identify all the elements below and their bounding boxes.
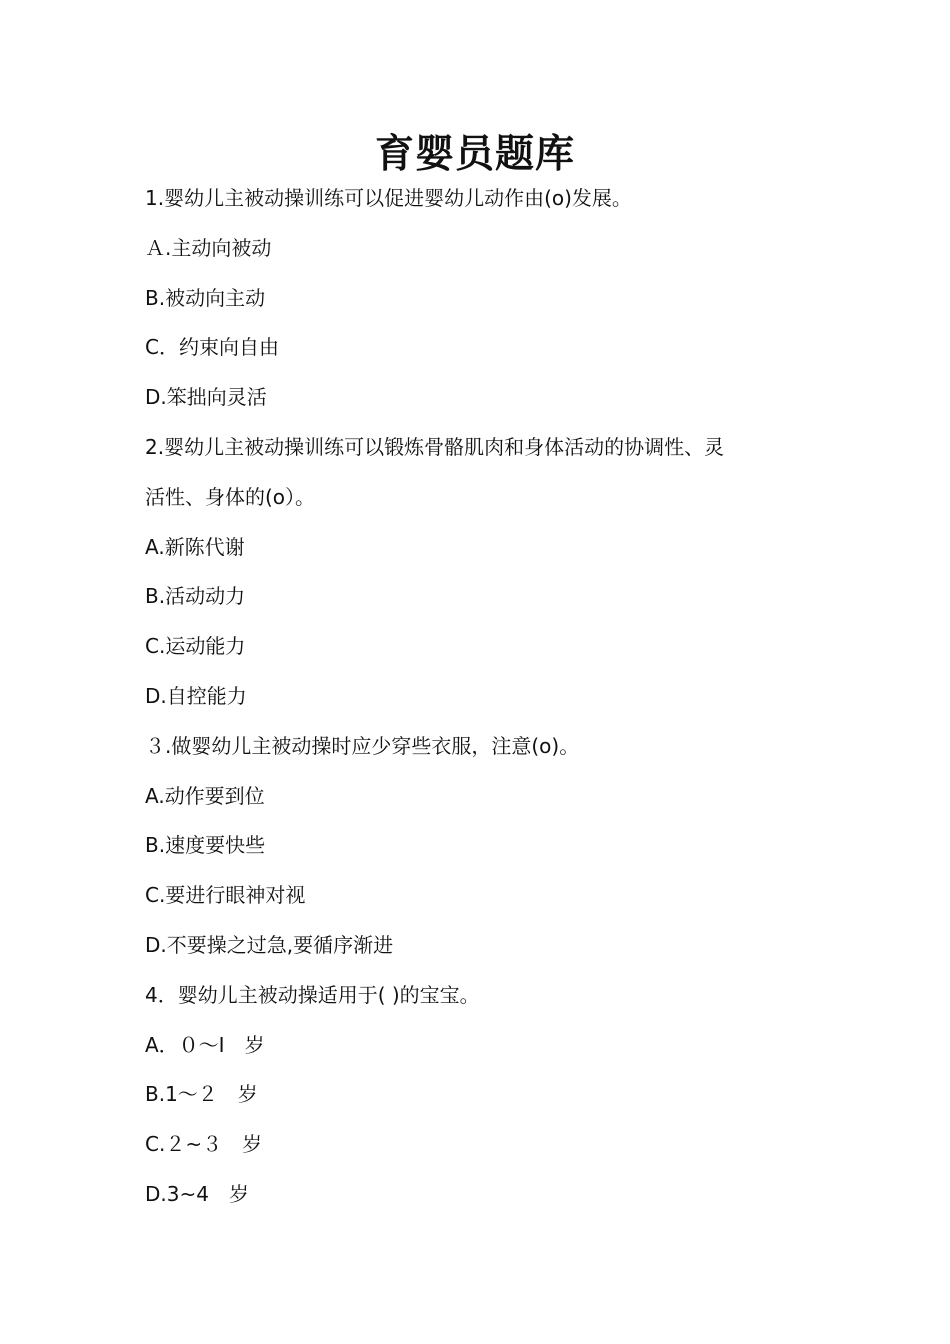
question-1-option-a: Ａ.主动向被动	[145, 235, 272, 260]
question-4-option-c: C.２~３ 岁	[145, 1132, 263, 1157]
question-2-stem-line-1: 2.婴幼儿主被动操训练可以锻炼骨骼肌肉和身体活动的协调性、灵	[145, 434, 725, 459]
question-1-option-c: C．约束向自由	[145, 335, 279, 360]
question-1-stem: 1.婴幼儿主被动操训练可以促进婴幼儿动作由(o)发展。	[145, 186, 632, 210]
question-2-stem-line-2: 活性、身体的(o）。	[145, 484, 316, 509]
question-4-stem: 4．婴幼儿主被动操适用于( )的宝宝。	[145, 982, 480, 1007]
question-1-option-b: B.被动向主动	[145, 285, 266, 310]
question-4-option-b: B.1～２ 岁	[145, 1082, 258, 1107]
question-3-option-b: B.速度要快些	[145, 833, 266, 858]
question-4-option-d: D.3~4 岁	[145, 1181, 249, 1206]
question-3-option-c: C.要进行眼神对视	[145, 883, 306, 908]
page-title: 育婴员题库	[374, 131, 575, 177]
question-3-stem: ３.做婴幼儿主被动操时应少穿些衣服，注意(o)。	[145, 733, 580, 758]
question-2-option-c: C.运动能力	[145, 634, 246, 659]
question-4-option-a: A．０～I 岁	[145, 1032, 265, 1057]
question-3-option-d: D.不要操之过急,要循序渐进	[145, 932, 394, 957]
question-2-option-d: D.自控能力	[145, 683, 247, 708]
question-3-option-a: A.动作要到位	[145, 783, 265, 808]
question-1-option-d: D.笨拙向灵活	[145, 385, 267, 410]
question-2-option-b: B.活动动力	[145, 584, 246, 609]
question-list	[145, 174, 825, 1220]
question-2-option-a: A.新陈代谢	[145, 534, 245, 559]
